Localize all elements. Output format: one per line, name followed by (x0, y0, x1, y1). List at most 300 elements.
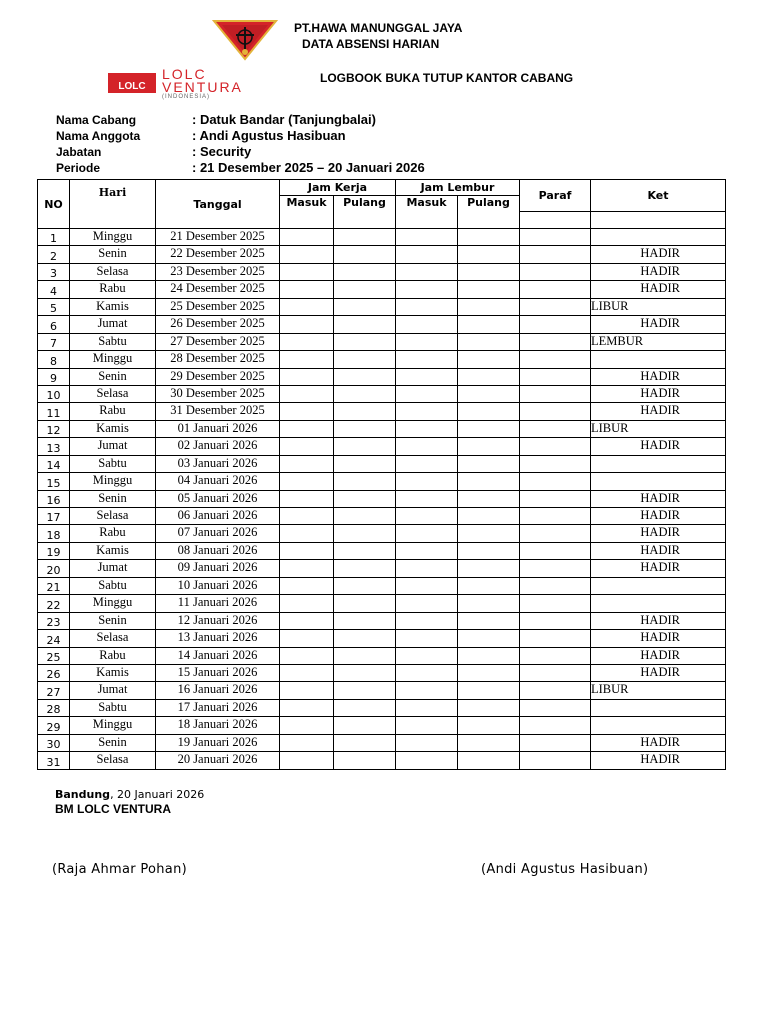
row-jam-kerja-pulang (334, 263, 396, 280)
row-jam-lembur-pulang (458, 420, 520, 437)
row-hari: Jumat (70, 438, 156, 455)
col-header-no: NO (38, 180, 70, 229)
table-row (38, 473, 726, 490)
row-hari: Selasa (70, 630, 156, 647)
row-jam-kerja-masuk (280, 368, 334, 385)
info-label: Jabatan (56, 145, 102, 159)
row-hari: Sabtu (70, 333, 156, 350)
row-jam-kerja-pulang (334, 508, 396, 525)
row-jam-kerja-masuk (280, 490, 334, 507)
row-tanggal: 22 Desember 2025 (156, 246, 280, 263)
row-tanggal: 16 Januari 2026 (156, 682, 280, 699)
row-jam-kerja-masuk (280, 385, 334, 402)
row-paraf (520, 612, 591, 629)
row-jam-lembur-pulang (458, 281, 520, 298)
row-ket: HADIR (591, 316, 726, 333)
col-header-pulang: Pulang (334, 196, 396, 229)
row-jam-kerja-masuk (280, 403, 334, 420)
row-hari: Minggu (70, 717, 156, 734)
row-hari: Kamis (70, 298, 156, 315)
table-row (38, 508, 726, 525)
row-tanggal: 17 Januari 2026 (156, 699, 280, 716)
sign-office: BM LOLC VENTURA (55, 802, 171, 816)
row-ket: HADIR (591, 734, 726, 751)
table-row (38, 595, 726, 612)
row-tanggal: 27 Desember 2025 (156, 333, 280, 350)
row-jam-kerja-masuk (280, 438, 334, 455)
table-row (38, 438, 726, 455)
row-jam-kerja-masuk (280, 647, 334, 664)
row-jam-kerja-pulang (334, 420, 396, 437)
row-tanggal: 19 Januari 2026 (156, 734, 280, 751)
row-hari: Minggu (70, 229, 156, 246)
row-jam-kerja-masuk (280, 630, 334, 647)
table-row (38, 734, 726, 751)
row-ket: HADIR (591, 263, 726, 280)
row-hari: Rabu (70, 281, 156, 298)
row-hari: Jumat (70, 560, 156, 577)
row-paraf (520, 525, 591, 542)
signer-right: (Andi Agustus Hasibuan) (481, 862, 649, 877)
row-hari: Rabu (70, 403, 156, 420)
row-jam-lembur-pulang (458, 263, 520, 280)
col-header-ket-spacer (591, 212, 726, 229)
row-jam-kerja-pulang (334, 351, 396, 368)
row-jam-lembur-masuk (396, 752, 458, 769)
row-jam-lembur-pulang (458, 490, 520, 507)
row-no: 6 (38, 316, 70, 333)
col-header-tanggal: Tanggal (156, 180, 280, 229)
row-hari: Sabtu (70, 455, 156, 472)
row-jam-kerja-masuk (280, 508, 334, 525)
row-jam-lembur-pulang (458, 473, 520, 490)
row-jam-kerja-masuk (280, 560, 334, 577)
row-jam-lembur-masuk (396, 560, 458, 577)
row-tanggal: 13 Januari 2026 (156, 630, 280, 647)
row-jam-kerja-masuk (280, 699, 334, 716)
row-jam-kerja-pulang (334, 577, 396, 594)
row-jam-lembur-pulang (458, 734, 520, 751)
row-paraf (520, 682, 591, 699)
row-paraf (520, 455, 591, 472)
row-ket: HADIR (591, 664, 726, 681)
row-no: 11 (38, 403, 70, 420)
row-jam-lembur-pulang (458, 229, 520, 246)
row-jam-lembur-pulang (458, 455, 520, 472)
document-title: LOGBOOK BUKA TUTUP KANTOR CABANG (320, 71, 574, 85)
row-no: 14 (38, 455, 70, 472)
row-jam-kerja-pulang (334, 752, 396, 769)
row-no: 16 (38, 490, 70, 507)
row-jam-kerja-pulang (334, 473, 396, 490)
row-ket (591, 577, 726, 594)
row-tanggal: 14 Januari 2026 (156, 647, 280, 664)
table-row (38, 316, 726, 333)
table-row (38, 368, 726, 385)
row-no: 30 (38, 734, 70, 751)
row-jam-kerja-pulang (334, 717, 396, 734)
info-value: : Security (192, 144, 252, 159)
row-tanggal: 02 Januari 2026 (156, 438, 280, 455)
row-hari: Senin (70, 734, 156, 751)
row-jam-lembur-masuk (396, 298, 458, 315)
row-jam-lembur-pulang (458, 368, 520, 385)
row-no: 9 (38, 368, 70, 385)
row-jam-lembur-masuk (396, 490, 458, 507)
table-row (38, 664, 726, 681)
col-header-paraf: Paraf (520, 180, 591, 212)
row-ket: HADIR (591, 752, 726, 769)
row-jam-lembur-pulang (458, 682, 520, 699)
row-jam-kerja-pulang (334, 298, 396, 315)
row-no: 4 (38, 281, 70, 298)
table-row (38, 246, 726, 263)
lolc-ventura-logo (108, 66, 272, 100)
row-paraf (520, 630, 591, 647)
row-paraf (520, 490, 591, 507)
table-row (38, 612, 726, 629)
row-no: 2 (38, 246, 70, 263)
row-paraf (520, 298, 591, 315)
row-hari: Minggu (70, 595, 156, 612)
row-jam-lembur-pulang (458, 438, 520, 455)
row-jam-lembur-pulang (458, 316, 520, 333)
row-jam-kerja-masuk (280, 229, 334, 246)
row-jam-lembur-masuk (396, 246, 458, 263)
row-ket: HADIR (591, 630, 726, 647)
row-no: 13 (38, 438, 70, 455)
row-jam-kerja-pulang (334, 699, 396, 716)
row-no: 19 (38, 542, 70, 559)
row-tanggal: 10 Januari 2026 (156, 577, 280, 594)
table-row (38, 752, 726, 769)
table-row (38, 542, 726, 559)
row-jam-lembur-pulang (458, 717, 520, 734)
row-jam-lembur-pulang (458, 577, 520, 594)
row-paraf (520, 664, 591, 681)
row-ket (591, 717, 726, 734)
row-jam-kerja-pulang (334, 630, 396, 647)
row-jam-lembur-masuk (396, 542, 458, 559)
row-ket: HADIR (591, 246, 726, 263)
row-jam-kerja-masuk (280, 473, 334, 490)
row-jam-lembur-pulang (458, 403, 520, 420)
row-paraf (520, 595, 591, 612)
row-paraf (520, 281, 591, 298)
row-ket: LEMBUR (591, 333, 726, 350)
row-hari: Rabu (70, 525, 156, 542)
row-ket (591, 455, 726, 472)
info-label: Nama Anggota (56, 129, 141, 143)
row-jam-kerja-masuk (280, 577, 334, 594)
row-jam-kerja-masuk (280, 298, 334, 315)
row-paraf (520, 351, 591, 368)
row-jam-lembur-pulang (458, 542, 520, 559)
info-label: Periode (56, 161, 101, 175)
attendance-rows (38, 229, 726, 770)
col-header-jam-lembur: Jam Lembur (396, 180, 520, 196)
row-no: 18 (38, 525, 70, 542)
row-tanggal: 24 Desember 2025 (156, 281, 280, 298)
row-paraf (520, 438, 591, 455)
row-hari: Senin (70, 490, 156, 507)
row-tanggal: 20 Januari 2026 (156, 752, 280, 769)
col-header-hari: Hari (70, 180, 156, 229)
lolc-logo-box: LOLC (108, 73, 156, 93)
row-hari: Selasa (70, 385, 156, 402)
row-no: 12 (38, 420, 70, 437)
row-jam-lembur-masuk (396, 664, 458, 681)
row-ket: HADIR (591, 647, 726, 664)
row-jam-lembur-pulang (458, 630, 520, 647)
col-header-pulang-lembur: Pulang (458, 196, 520, 229)
row-jam-lembur-pulang (458, 699, 520, 716)
row-jam-kerja-masuk (280, 734, 334, 751)
row-hari: Rabu (70, 647, 156, 664)
row-jam-kerja-masuk (280, 333, 334, 350)
row-tanggal: 25 Desember 2025 (156, 298, 280, 315)
row-tanggal: 01 Januari 2026 (156, 420, 280, 437)
row-jam-kerja-pulang (334, 612, 396, 629)
row-jam-lembur-masuk (396, 525, 458, 542)
row-jam-lembur-pulang (458, 752, 520, 769)
row-jam-kerja-masuk (280, 263, 334, 280)
row-jam-lembur-masuk (396, 281, 458, 298)
row-no: 17 (38, 508, 70, 525)
row-tanggal: 07 Januari 2026 (156, 525, 280, 542)
row-no: 23 (38, 612, 70, 629)
row-tanggal: 08 Januari 2026 (156, 542, 280, 559)
signer-left: (Raja Ahmar Pohan) (52, 862, 187, 877)
table-row (38, 333, 726, 350)
row-jam-lembur-pulang (458, 508, 520, 525)
row-paraf (520, 542, 591, 559)
sign-date: , 20 Januari 2026 (110, 788, 205, 801)
row-jam-kerja-pulang (334, 734, 396, 751)
row-no: 5 (38, 298, 70, 315)
lolc-brand-line2: VENTURA (162, 79, 243, 95)
row-no: 25 (38, 647, 70, 664)
row-jam-lembur-masuk (396, 577, 458, 594)
row-paraf (520, 508, 591, 525)
row-hari: Kamis (70, 420, 156, 437)
row-jam-lembur-pulang (458, 246, 520, 263)
row-jam-lembur-masuk (396, 263, 458, 280)
row-ket: HADIR (591, 438, 726, 455)
table-row (38, 229, 726, 246)
row-jam-lembur-masuk (396, 699, 458, 716)
row-jam-lembur-pulang (458, 647, 520, 664)
row-no: 8 (38, 351, 70, 368)
row-jam-lembur-masuk (396, 455, 458, 472)
row-jam-kerja-pulang (334, 403, 396, 420)
company-name: PT.HAWA MANUNGGAL JAYA (294, 21, 463, 35)
row-paraf (520, 403, 591, 420)
row-ket: LIBUR (591, 298, 726, 315)
table-row (38, 385, 726, 402)
row-jam-kerja-masuk (280, 420, 334, 437)
row-paraf (520, 577, 591, 594)
row-jam-lembur-masuk (396, 385, 458, 402)
row-hari: Sabtu (70, 699, 156, 716)
row-jam-lembur-masuk (396, 403, 458, 420)
sign-place-date (55, 788, 204, 801)
row-no: 1 (38, 229, 70, 246)
row-jam-kerja-pulang (334, 316, 396, 333)
row-no: 29 (38, 717, 70, 734)
table-row (38, 525, 726, 542)
row-tanggal: 26 Desember 2025 (156, 316, 280, 333)
info-value: : Datuk Bandar (Tanjungbalai) (192, 112, 376, 127)
row-ket: HADIR (591, 490, 726, 507)
row-ket (591, 351, 726, 368)
row-jam-lembur-masuk (396, 508, 458, 525)
row-hari: Sabtu (70, 577, 156, 594)
row-jam-kerja-pulang (334, 682, 396, 699)
row-jam-kerja-pulang (334, 647, 396, 664)
row-paraf (520, 717, 591, 734)
row-jam-lembur-masuk (396, 717, 458, 734)
row-hari: Selasa (70, 508, 156, 525)
row-jam-lembur-pulang (458, 664, 520, 681)
info-value: : Andi Agustus Hasibuan (192, 128, 346, 143)
row-tanggal: 29 Desember 2025 (156, 368, 280, 385)
row-no: 27 (38, 682, 70, 699)
table-row (38, 420, 726, 437)
row-jam-kerja-pulang (334, 525, 396, 542)
row-ket (591, 595, 726, 612)
info-label: Nama Cabang (56, 113, 137, 127)
row-hari: Selasa (70, 752, 156, 769)
row-paraf (520, 699, 591, 716)
row-ket: HADIR (591, 403, 726, 420)
row-tanggal: 23 Desember 2025 (156, 263, 280, 280)
row-jam-kerja-pulang (334, 542, 396, 559)
row-jam-lembur-masuk (396, 647, 458, 664)
row-no: 7 (38, 333, 70, 350)
row-jam-lembur-pulang (458, 385, 520, 402)
row-paraf (520, 316, 591, 333)
row-jam-lembur-masuk (396, 438, 458, 455)
row-jam-kerja-masuk (280, 595, 334, 612)
row-no: 24 (38, 630, 70, 647)
table-row (38, 647, 726, 664)
row-paraf (520, 246, 591, 263)
table-row (38, 455, 726, 472)
row-no: 10 (38, 385, 70, 402)
row-jam-lembur-masuk (396, 316, 458, 333)
row-jam-lembur-pulang (458, 333, 520, 350)
row-paraf (520, 734, 591, 751)
table-row (38, 577, 726, 594)
row-hari: Jumat (70, 316, 156, 333)
row-ket (591, 699, 726, 716)
row-hari: Minggu (70, 473, 156, 490)
row-jam-lembur-masuk (396, 734, 458, 751)
row-no: 22 (38, 595, 70, 612)
row-hari: Senin (70, 368, 156, 385)
row-paraf (520, 229, 591, 246)
row-ket (591, 473, 726, 490)
company-shield-logo (212, 19, 278, 61)
document-subtitle: DATA ABSENSI HARIAN (302, 37, 440, 51)
row-jam-lembur-pulang (458, 612, 520, 629)
table-row (38, 490, 726, 507)
row-jam-kerja-masuk (280, 351, 334, 368)
row-hari: Senin (70, 612, 156, 629)
row-hari: Kamis (70, 542, 156, 559)
row-paraf (520, 333, 591, 350)
table-row (38, 682, 726, 699)
row-hari: Kamis (70, 664, 156, 681)
table-row (38, 298, 726, 315)
row-jam-lembur-masuk (396, 229, 458, 246)
row-jam-kerja-pulang (334, 368, 396, 385)
row-no: 26 (38, 664, 70, 681)
table-row (38, 717, 726, 734)
row-jam-kerja-pulang (334, 595, 396, 612)
row-jam-lembur-pulang (458, 595, 520, 612)
row-hari: Jumat (70, 682, 156, 699)
row-paraf (520, 473, 591, 490)
row-jam-kerja-masuk (280, 542, 334, 559)
col-header-ket: Ket (591, 180, 726, 212)
row-paraf (520, 752, 591, 769)
row-jam-kerja-pulang (334, 560, 396, 577)
row-jam-kerja-pulang (334, 664, 396, 681)
row-ket (591, 229, 726, 246)
row-paraf (520, 263, 591, 280)
row-paraf (520, 647, 591, 664)
row-ket: LIBUR (591, 682, 726, 699)
row-jam-kerja-pulang (334, 333, 396, 350)
row-tanggal: 03 Januari 2026 (156, 455, 280, 472)
table-row (38, 281, 726, 298)
table-row (38, 403, 726, 420)
sign-place: Bandung (55, 788, 111, 801)
row-jam-kerja-pulang (334, 229, 396, 246)
row-jam-lembur-masuk (396, 612, 458, 629)
row-ket: HADIR (591, 542, 726, 559)
row-ket: LIBUR (591, 420, 726, 437)
row-ket: HADIR (591, 385, 726, 402)
row-jam-kerja-pulang (334, 385, 396, 402)
lolc-brand-sub: (INDONESIA) (162, 94, 211, 100)
row-no: 28 (38, 699, 70, 716)
row-tanggal: 05 Januari 2026 (156, 490, 280, 507)
table-row (38, 351, 726, 368)
table-row (38, 630, 726, 647)
row-jam-kerja-masuk (280, 246, 334, 263)
info-value: : 21 Desember 2025 – 20 Januari 2026 (192, 160, 425, 175)
col-header-paraf-spacer (520, 212, 591, 229)
row-no: 15 (38, 473, 70, 490)
row-jam-kerja-masuk (280, 455, 334, 472)
table-row (38, 560, 726, 577)
row-jam-lembur-masuk (396, 420, 458, 437)
col-header-masuk: Masuk (280, 196, 334, 229)
row-jam-kerja-masuk (280, 525, 334, 542)
row-jam-lembur-masuk (396, 473, 458, 490)
row-jam-kerja-masuk (280, 664, 334, 681)
row-tanggal: 06 Januari 2026 (156, 508, 280, 525)
row-jam-kerja-masuk (280, 612, 334, 629)
row-paraf (520, 560, 591, 577)
row-jam-kerja-masuk (280, 752, 334, 769)
row-jam-lembur-masuk (396, 682, 458, 699)
row-hari: Senin (70, 246, 156, 263)
row-tanggal: 30 Desember 2025 (156, 385, 280, 402)
